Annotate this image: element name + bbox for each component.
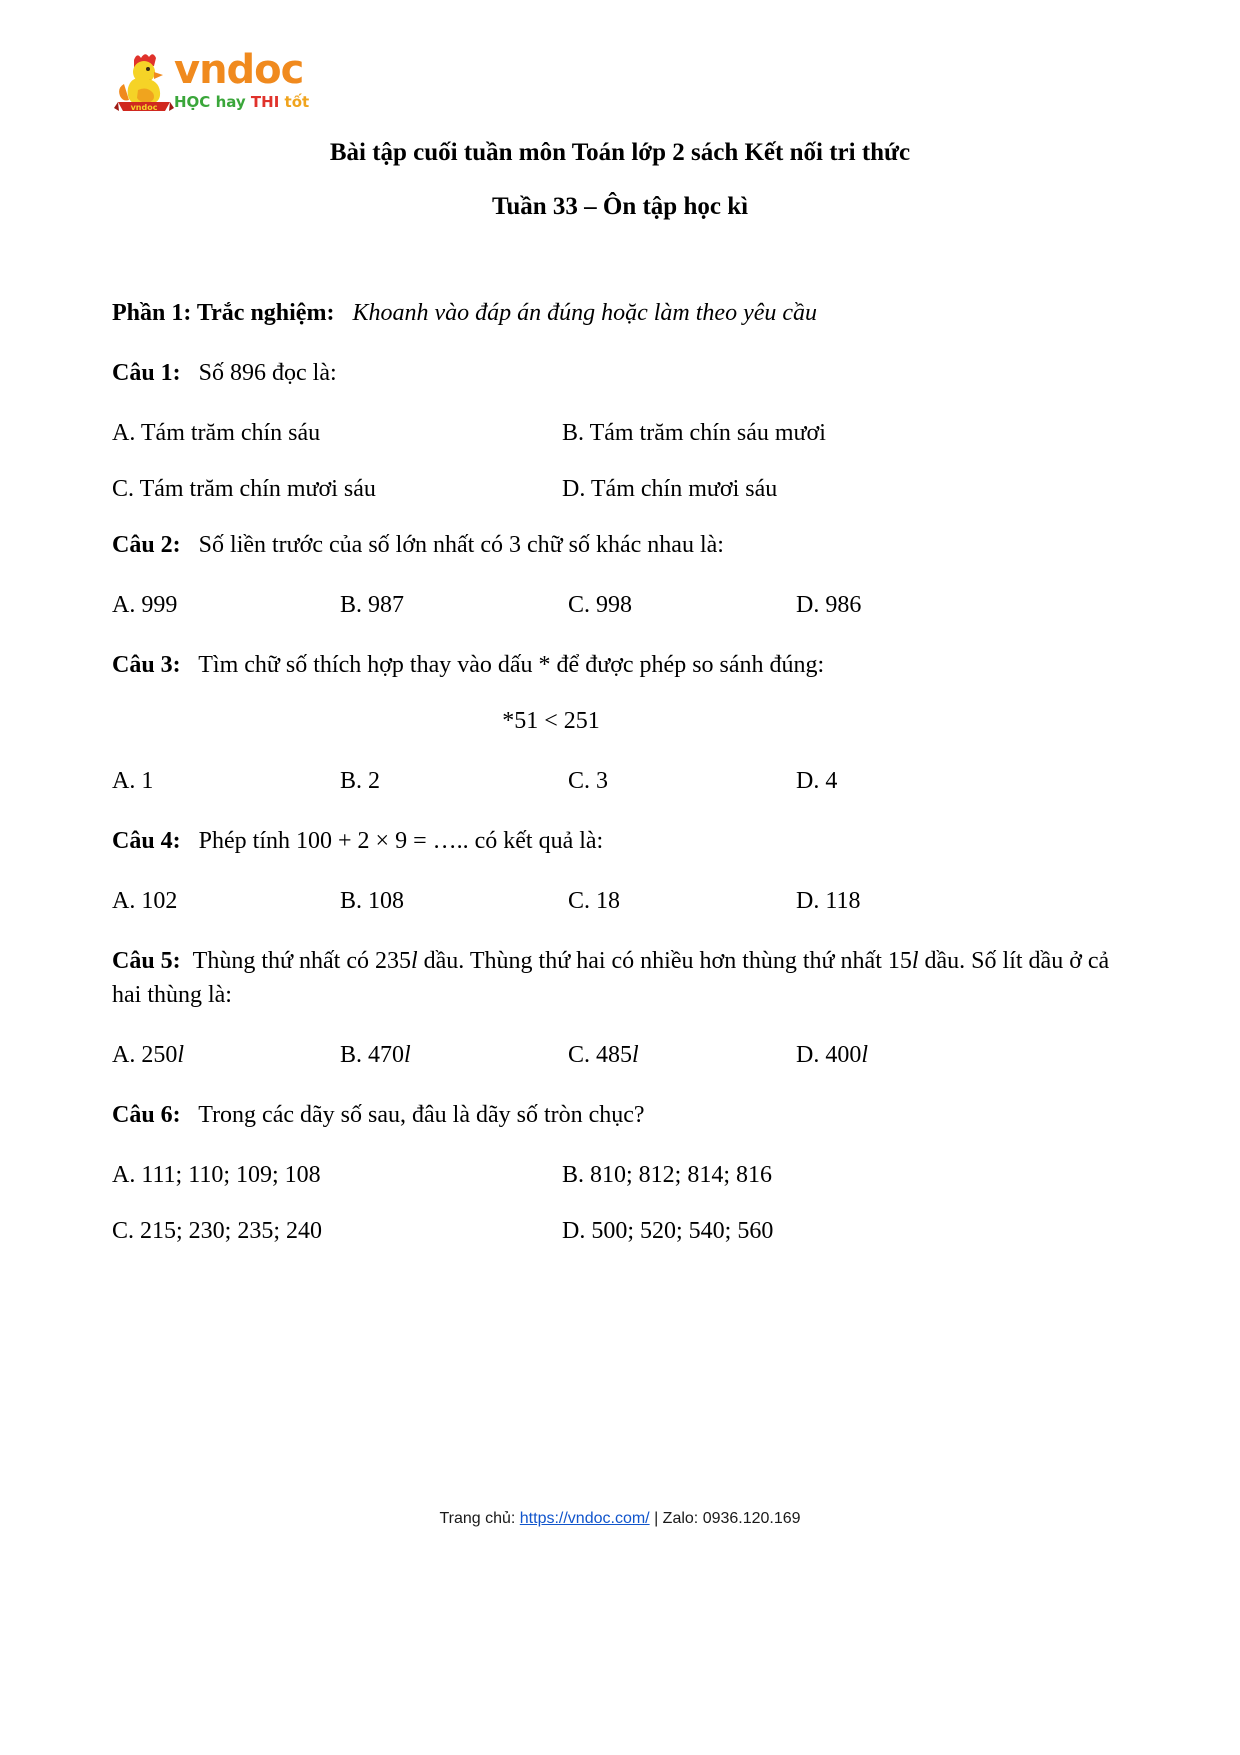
question-1-prompt bbox=[112, 356, 1130, 390]
question-5-prompt bbox=[112, 944, 1130, 1012]
question-5-unit-1: l bbox=[410, 948, 418, 974]
document-title: Bài tập cuối tuần môn Toán lớp 2 sách Kết nối tri thức bbox=[329, 139, 911, 166]
svg-text:vndoc: vndoc bbox=[130, 103, 158, 112]
question-2-option-d[interactable]: D. 986 bbox=[796, 592, 862, 618]
question-2-label: Câu 2: bbox=[112, 532, 181, 558]
question-5-label: Câu 5: bbox=[112, 948, 181, 974]
question-6-label: Câu 6: bbox=[112, 1102, 181, 1128]
question-4-options bbox=[112, 884, 1130, 918]
question-6-option-b[interactable]: B. 810; 812; 814; 816 bbox=[562, 1162, 773, 1188]
section-instruction: Khoanh vào đáp án đúng hoặc làm theo yêu cầu bbox=[352, 300, 818, 326]
question-5-option-d-value: D. 400 bbox=[796, 1042, 862, 1068]
question-2-prompt bbox=[112, 528, 1130, 562]
question-4-label: Câu 4: bbox=[112, 828, 181, 854]
question-2-option-c[interactable]: C. 998 bbox=[568, 592, 633, 618]
page-footer bbox=[0, 1508, 1240, 1530]
question-5-option-d-unit: l bbox=[861, 1042, 869, 1068]
question-5-option-b-value: B. 470 bbox=[340, 1042, 405, 1068]
document-body bbox=[112, 296, 1130, 1270]
question-5-option-b-unit: l bbox=[404, 1042, 411, 1068]
question-4-option-b[interactable]: B. 108 bbox=[340, 888, 405, 914]
brand-tagline bbox=[174, 93, 414, 111]
question-6-option-c[interactable]: C. 215; 230; 235; 240 bbox=[112, 1218, 323, 1244]
tagline-hay: hay bbox=[215, 93, 246, 111]
question-2-text: Số liền trước của số lớn nhất có 3 chữ số khác nhau là: bbox=[198, 532, 724, 558]
question-4-prompt bbox=[112, 824, 1130, 858]
question-5-option-c-value: C. 485 bbox=[568, 1042, 633, 1068]
question-3-expression: *51 < 251 bbox=[502, 708, 600, 734]
question-5-option-d[interactable] bbox=[796, 1038, 868, 1072]
brand-name: vndoc bbox=[174, 47, 304, 93]
question-3-text: Tìm chữ số thích hợp thay vào dấu * để được phép so sánh đúng: bbox=[198, 652, 825, 678]
question-5-option-a-value: A. 250 bbox=[112, 1042, 178, 1068]
question-6-options-row-1 bbox=[112, 1158, 1130, 1192]
section-heading bbox=[112, 296, 1130, 330]
question-1-options-row-2 bbox=[112, 472, 1130, 506]
tagline-thi: THI bbox=[250, 93, 280, 111]
question-5-option-a[interactable] bbox=[112, 1038, 340, 1072]
vndoc-logo[interactable] bbox=[112, 48, 412, 120]
question-5-text-part1: Thùng thứ nhất có 235 bbox=[192, 948, 411, 974]
question-3-option-d[interactable]: D. 4 bbox=[796, 768, 838, 794]
question-1-option-b[interactable]: B. Tám trăm chín sáu mươi bbox=[562, 420, 826, 446]
question-5-text-part2: dầu. Thùng thứ hai có nhiều hơn thùng thứ nhất 15 bbox=[417, 948, 912, 974]
question-3-option-c[interactable]: C. 3 bbox=[568, 768, 609, 794]
footer-prefix: Trang chủ: bbox=[439, 1510, 520, 1527]
question-5-text-part3: dầu. Số lít dầu ở cả hai thùng là: bbox=[112, 948, 1110, 1008]
question-5-options bbox=[112, 1038, 1130, 1072]
document-subtitle: Tuần 33 – Ôn tập học kì bbox=[491, 193, 749, 220]
question-1-option-a[interactable]: A. Tám trăm chín sáu bbox=[112, 420, 321, 446]
question-6-prompt bbox=[112, 1098, 1130, 1132]
question-5-option-b[interactable] bbox=[340, 1038, 568, 1072]
tagline-tot: tốt bbox=[284, 93, 310, 111]
question-5-option-a-unit: l bbox=[177, 1042, 185, 1068]
question-4-option-d[interactable]: D. 118 bbox=[796, 888, 861, 914]
question-5-option-c[interactable] bbox=[568, 1038, 796, 1072]
question-3-option-a[interactable]: A. 1 bbox=[112, 768, 154, 794]
rooster-mascot-icon bbox=[112, 48, 176, 118]
vndoc-wordmark bbox=[174, 48, 414, 120]
question-3-label: Câu 3: bbox=[112, 652, 181, 678]
question-1-option-c[interactable]: C. Tám trăm chín mươi sáu bbox=[112, 476, 376, 502]
question-2-option-b[interactable]: B. 987 bbox=[340, 592, 405, 618]
question-1-options-row-1 bbox=[112, 416, 1130, 450]
question-6-text: Trong các dãy số sau, đâu là dãy số tròn chục? bbox=[198, 1102, 645, 1128]
question-1-option-d[interactable]: D. Tám chín mươi sáu bbox=[562, 476, 778, 502]
question-4-text: Phép tính 100 + 2 × 9 = ….. có kết quả là: bbox=[198, 828, 604, 854]
footer-suffix: | Zalo: 0936.120.169 bbox=[649, 1510, 801, 1527]
question-1-text: Số 896 đọc là: bbox=[198, 360, 337, 386]
question-6-option-a[interactable]: A. 111; 110; 109; 108 bbox=[112, 1162, 321, 1188]
question-2-options bbox=[112, 588, 1130, 622]
question-3-prompt bbox=[112, 648, 1130, 682]
question-2-option-a[interactable]: A. 999 bbox=[112, 592, 178, 618]
question-5-option-c-unit: l bbox=[632, 1042, 639, 1068]
section-label: Phần 1: Trắc nghiệm: bbox=[112, 300, 335, 326]
question-6-options-row-2 bbox=[112, 1214, 1130, 1248]
footer-homepage-link[interactable]: https://vndoc.com/ bbox=[519, 1510, 650, 1527]
question-5-unit-2: l bbox=[911, 948, 919, 974]
question-4-option-c[interactable]: C. 18 bbox=[568, 888, 621, 914]
question-3-options bbox=[112, 764, 1130, 798]
question-4-option-a[interactable]: A. 102 bbox=[112, 888, 178, 914]
question-1-label: Câu 1: bbox=[112, 360, 181, 386]
question-3-option-b[interactable]: B. 2 bbox=[340, 768, 381, 794]
tagline-hoc: HỌC bbox=[174, 93, 211, 111]
question-6-option-d[interactable]: D. 500; 520; 540; 560 bbox=[562, 1218, 774, 1244]
